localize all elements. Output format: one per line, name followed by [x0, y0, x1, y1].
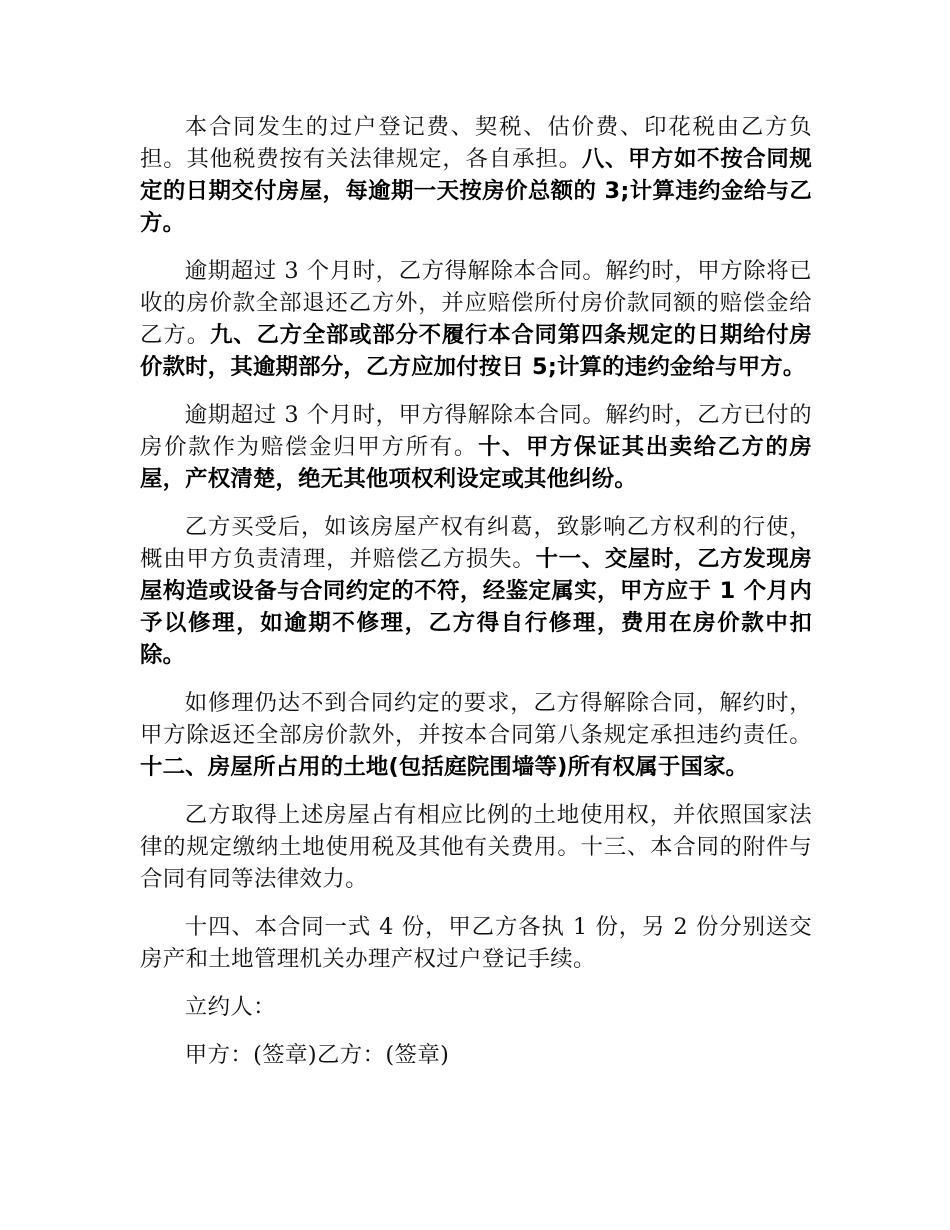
paragraph-overdue-payment-and-clause-10 — [140, 399, 812, 495]
signature-line — [140, 1039, 812, 1071]
signatories-label — [140, 991, 812, 1023]
paragraph-text: 十四、本合同一式 4 份，甲乙方各执 1 份，另 2 份分别送交房产和土地管理机关办理产权过户登记手续。 — [140, 914, 812, 972]
paragraph-text: 逾期超过 3 个月时，甲方得解除本合同。解约时，乙方已付的房价款作为赔偿金归甲方所有。 — [140, 402, 812, 460]
paragraph-text: 本合同发生的过户登记费、契税、估价费、印花税由乙方负担。其他税费按有关法律规定，各自承担。 — [140, 114, 812, 172]
document-body — [140, 111, 812, 1087]
paragraph-repair-and-clause-12 — [140, 687, 812, 783]
clause-10-heading: 十、甲方保证其出卖给乙方的房屋，产权清楚，绝无其他项权利设定或其他纠纷。 — [140, 434, 812, 492]
paragraph-overdue-delivery-and-clause-9 — [140, 255, 812, 383]
paragraph-land-use-and-clause-13 — [140, 799, 812, 895]
paragraph-clause-14 — [140, 911, 812, 975]
clause-9-heading: 九、乙方全部或部分不履行本合同第四条规定的日期给付房价款时，其逾期部分，乙方应加付按日 5;计算的违约金给与甲方。 — [140, 322, 813, 380]
paragraph-text: 如修理仍达不到合同约定的要求，乙方得解除合同，解约时，甲方除返还全部房价款外，并按本合同第八条规定承担违约责任。 — [140, 690, 812, 748]
paragraph-title-dispute-and-clause-11 — [140, 511, 812, 671]
paragraph-tax-and-clause-8 — [140, 111, 812, 239]
clause-11-heading: 十一、交屋时，乙方发现房屋构造或设备与合同约定的不符，经鉴定属实，甲方应于 1 个月内予以修理，如逾期不修理，乙方得自行修理，费用在房价款中扣除。 — [140, 546, 812, 668]
paragraph-text: 乙方买受后，如该房屋产权有纠葛，致影响乙方权利的行使，概由甲方负责清理，并赔偿乙方损失。 — [140, 514, 812, 572]
paragraph-text: 乙方取得上述房屋占有相应比例的土地使用权，并依照国家法律的规定缴纳土地使用税及其他有关费用。十三、本合同的附件与合同有同等法律效力。 — [140, 802, 812, 892]
paragraph-text: 甲方：(签章)乙方：(签章) — [184, 1042, 450, 1068]
paragraph-text: 立约人： — [184, 994, 276, 1020]
clause-8-heading: 八、甲方如不按合同规定的日期交付房屋，每逾期一天按房价总额的 3;计算违约金给与乙方。 — [140, 146, 812, 236]
paragraph-text: 逾期超过 3 个月时，乙方得解除本合同。解约时，甲方除将已收的房价款全部退还乙方外，并应赔偿所付房价款同额的赔偿金给乙方。 — [140, 258, 812, 348]
clause-12-heading: 十二、房屋所占用的土地(包括庭院围墙等)所有权属于国家。 — [140, 754, 749, 780]
